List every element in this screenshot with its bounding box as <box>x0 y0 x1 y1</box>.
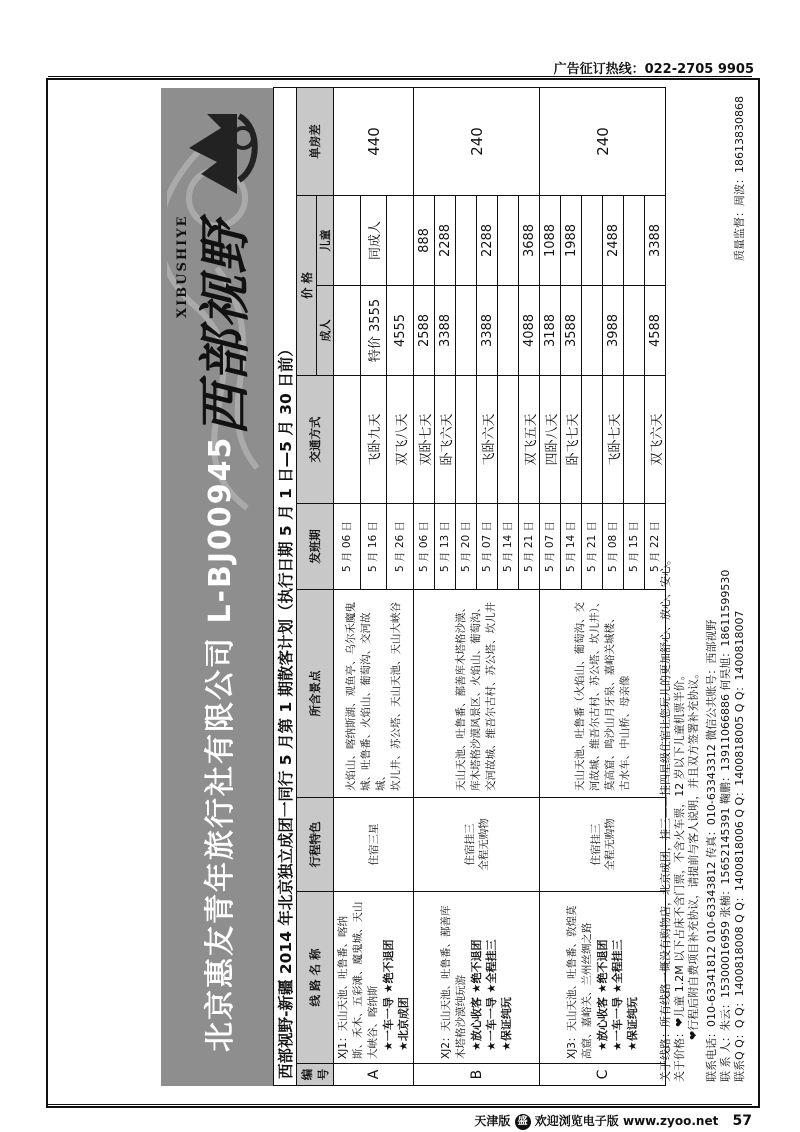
brand-name-en: XIBUSHIYE <box>175 214 190 318</box>
child-price: 2488 <box>603 196 624 286</box>
adult-price: 2588 <box>414 286 435 376</box>
adult-price: 3188 <box>540 286 561 376</box>
publisher-icon: 盛 <box>515 1114 531 1130</box>
feature-cell <box>540 798 666 892</box>
single-supplement: 240 <box>540 87 666 195</box>
single-supplement: 440 <box>334 87 414 195</box>
brand-name-cn: 西部视野 <box>195 219 256 436</box>
child-price <box>387 196 414 286</box>
spots-line: 城、吐鲁番、火焰山、葡萄沟、交河故城、 <box>359 612 387 791</box>
spots-line: 河故城、维吾尔古村、苏公塔、坎儿井）、 <box>588 596 601 791</box>
transport-mode: 双飞五天 <box>519 376 540 504</box>
adult-price: 3988 <box>603 286 624 376</box>
transport-mode: 双卧七天 <box>414 376 435 504</box>
transport-mode: 双飞六天 <box>645 376 666 504</box>
departure-date: 5 月 14 日 <box>498 504 519 590</box>
route-name: XJ2：天山天池、吐鲁番、鄯善库木塔格沙漠纯玩游 <box>440 905 467 1059</box>
feature-cell <box>334 798 414 892</box>
route-badge: ★放心收客 ★绝不退团 <box>470 939 483 1051</box>
header-spots: 所含景点 <box>297 590 334 798</box>
header-route: 线 路 名 称 <box>297 892 334 1064</box>
spots-line: 库木塔格沙漠风景区、火焰山、葡萄沟、 <box>470 602 482 791</box>
child-price: 1088 <box>540 196 561 286</box>
child-price <box>582 196 603 286</box>
departure-date: 5 月 07 日 <box>540 504 561 590</box>
ad-hotline: 广告征订热线：022-2705 9905 <box>553 62 754 77</box>
departure-date: 5 月 22 日 <box>645 504 666 590</box>
departure-date: 5 月 08 日 <box>603 504 624 590</box>
transport-mode: 飞卧九天 <box>360 376 387 504</box>
transport-mode <box>456 376 477 504</box>
spots-line: 交河故城、维吾尔古村、苏公塔、坎儿井 <box>485 602 497 791</box>
adult-price: 3388 <box>435 286 456 376</box>
route-badge: ★放心收客 ★绝不退团 <box>596 939 609 1051</box>
transport-mode: 卧飞七天 <box>561 376 582 504</box>
child-price <box>624 196 645 286</box>
route-name: XJ1：天山天池、吐鲁番、喀纳斯、禾木、五彩滩、魔鬼城、天山大峡谷、喀纳斯 <box>337 901 379 1059</box>
child-price: 888 <box>414 196 435 286</box>
feature-item: 住宿挂三 <box>589 823 602 866</box>
departure-date: 5 月 26 日 <box>387 504 414 590</box>
adult-price <box>624 286 645 376</box>
adult-price <box>334 286 361 376</box>
route-badge: ★北京成团 <box>397 997 410 1051</box>
table-row <box>540 87 561 1085</box>
route-badge: ★一车一导 ★全程挂三 <box>485 939 498 1051</box>
child-price: 同成人 <box>360 196 387 286</box>
departure-date: 5 月 07 日 <box>477 504 498 590</box>
site-link[interactable]: www.zyoo.net <box>623 1114 719 1128</box>
departure-date: 5 月 14 日 <box>561 504 582 590</box>
spots-line: 古水车、中山桥、母亲像 <box>618 675 631 791</box>
feature-cell <box>414 798 540 892</box>
child-price: 2288 <box>477 196 498 286</box>
adult-price <box>456 286 477 376</box>
adult-price: 3588 <box>561 286 582 376</box>
route-name-cell <box>334 892 414 1064</box>
page-footer <box>474 1112 752 1130</box>
feature-item: 全程无购物 <box>603 818 616 871</box>
adult-price <box>582 286 603 376</box>
page-number: 57 <box>732 1113 752 1129</box>
note-price: 关于价格：❤儿童 1.2M 以下占床不含门票，不含火车票，12 岁以下儿童机票半价。 <box>673 669 686 1082</box>
footer-notes <box>655 88 746 1086</box>
header-adult: 成人 <box>317 286 334 376</box>
spots-line: 坎儿井、苏公塔、天山天池、天山大峡谷 <box>389 602 402 791</box>
spots-cell <box>334 590 414 798</box>
route-name-cell <box>540 892 666 1064</box>
spots-line: 莫高窟、鸣沙山月牙泉、嘉峪关城楼、 <box>603 612 616 791</box>
tour-table <box>273 87 666 1086</box>
transport-mode: 飞卧六天 <box>477 376 498 504</box>
adult-price: 特价 3555 <box>360 286 387 376</box>
adult-price <box>498 286 519 376</box>
header-dates: 发班期 <box>297 504 334 590</box>
departure-date: 5 月 06 日 <box>334 504 361 590</box>
route-id: B <box>414 1064 540 1086</box>
route-badge: ★一车一导 ★全程挂三 <box>611 939 624 1051</box>
spots-line: 天山天池、吐鲁番（火焰山、葡萄沟、交 <box>573 602 586 791</box>
edition-label: 天津版 <box>474 1114 511 1128</box>
spots-line: 火焰山、喀纳斯湖、观鱼亭、乌尔禾魔鬼 <box>344 602 357 791</box>
route-badge: ★一车一导 ★绝不退团 <box>382 939 395 1051</box>
child-price: 3688 <box>519 196 540 286</box>
welcome-text: 欢迎浏览电子版 <box>534 1114 619 1128</box>
mountain-emblem-icon <box>177 110 261 198</box>
single-supplement: 240 <box>414 87 540 195</box>
route-id: C <box>540 1064 666 1086</box>
transport-mode <box>498 376 519 504</box>
header-transport: 交通方式 <box>297 376 334 504</box>
adult-price: 4088 <box>519 286 540 376</box>
transport-mode: 卧飞六天 <box>435 376 456 504</box>
feature-item: 全程无购物 <box>477 818 490 871</box>
adult-price: 4555 <box>387 286 414 376</box>
company-name: 北京惠友青年旅行社有限公司 L-BJ00945 <box>203 435 238 1052</box>
table-row <box>334 87 361 1085</box>
spots-cell <box>414 590 540 798</box>
header-feature: 行程特色 <box>297 798 334 892</box>
spots-line: 天山天池、吐鲁番、鄯善库木塔格沙漠、 <box>455 602 467 791</box>
child-price <box>334 196 361 286</box>
route-name-cell <box>414 892 540 1064</box>
quality-supervision: 质量监督：周波：18613830868 <box>733 96 746 261</box>
contact-phone: 联系电话：010-63341812 010-63343812 传真：010-63343312 微信公共账号：西部视野 <box>705 619 718 1082</box>
table-title: 西部视野-新疆 2014 年北京独立成团一同行 5 月第 1 期散客计划（执行日期 5 月 1 日—5 月 30 日前） <box>274 87 297 1085</box>
departure-date: 5 月 15 日 <box>624 504 645 590</box>
header-single: 单房差 <box>297 87 334 195</box>
header-banner <box>161 88 273 1086</box>
note-agreement: ❤行程后附自费项目补充协议，请提前与客人说明，并且双方签署补充协议。 <box>687 667 700 1040</box>
route-name: XJ3：天山天池、吐鲁番、敦煌莫高窟、嘉峪关、兰州丝绸之路 <box>566 905 593 1059</box>
top-divider <box>48 76 752 77</box>
departure-date: 5 月 21 日 <box>582 504 603 590</box>
child-price: 2288 <box>435 196 456 286</box>
child-price <box>498 196 519 286</box>
header-id: 编号 <box>297 1064 334 1086</box>
transport-mode: 四卧八天 <box>540 376 561 504</box>
departure-date: 5 月 16 日 <box>360 504 387 590</box>
adult-price: 3388 <box>477 286 498 376</box>
transport-mode <box>582 376 603 504</box>
contact-qq: 联系Q Q：Q Q：1400818008 Q Q：1400818006 Q Q：1400818005 Q Q：1400818007 <box>733 610 746 1082</box>
departure-date: 5 月 20 日 <box>456 504 477 590</box>
child-price <box>456 196 477 286</box>
header-child: 儿童 <box>317 196 334 286</box>
brand-logo <box>175 106 265 436</box>
transport-mode: 飞卧七天 <box>603 376 624 504</box>
note-route: 关于线路：所有线路一概没有购物店，北京成团，挂三——挂四星级住宿让您玩儿的更加舒心、放心、安心。 <box>659 554 672 1082</box>
departure-date: 5 月 06 日 <box>414 504 435 590</box>
child-price: 3388 <box>645 196 666 286</box>
spots-cell <box>540 590 666 798</box>
transport-mode <box>624 376 645 504</box>
contact-persons: 联 系 人：朱云：15300016959 张楠：15652145391 鞠鹏：13911066886 何昊旭：18611599530 <box>719 569 732 1082</box>
transport-mode <box>334 376 361 504</box>
adult-price: 4588 <box>645 286 666 376</box>
table-row <box>414 87 435 1085</box>
feature-item: 住宿挂三 <box>463 823 476 866</box>
bottom-divider <box>48 1104 752 1105</box>
child-price: 1988 <box>561 196 582 286</box>
departure-date: 5 月 13 日 <box>435 504 456 590</box>
transport-mode: 双飞八天 <box>387 376 414 504</box>
departure-date: 5 月 21 日 <box>519 504 540 590</box>
route-badge: ★保证纯玩 <box>626 997 639 1051</box>
feature-item: 住宿三星 <box>367 823 380 866</box>
header-price: 价 格 <box>297 196 317 376</box>
rotated-content <box>161 88 746 1086</box>
rotated-stage <box>161 88 746 1086</box>
route-badge: ★保证纯玩 <box>500 997 513 1051</box>
route-id: A <box>334 1064 414 1086</box>
